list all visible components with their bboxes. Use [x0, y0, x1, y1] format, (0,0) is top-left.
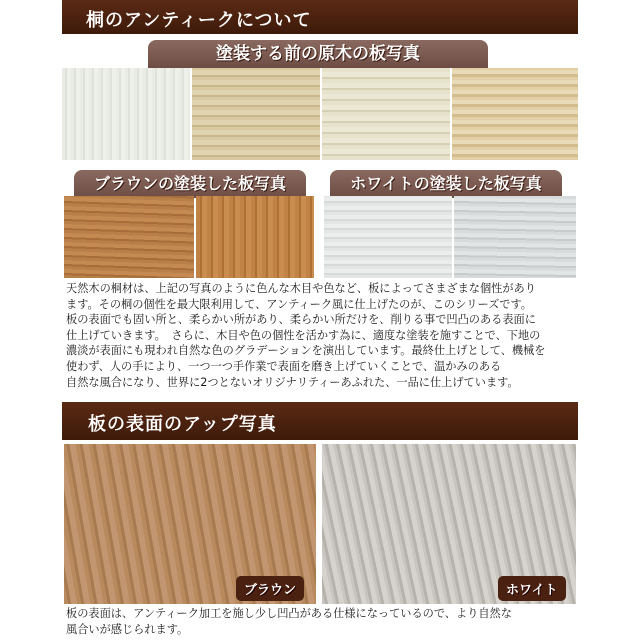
section-title: 板の表面のアップ写真: [88, 414, 277, 435]
brown-board-photo-1: [64, 196, 194, 278]
description-line: 濃淡が表面にも現われ自然な色のグラデーションを演出しています。最終仕上げとして、機械を: [66, 344, 546, 358]
raw-wood-photo-3: [322, 68, 450, 160]
footer-text: [66, 606, 578, 638]
brown-board-photo-2: [196, 196, 314, 278]
white-board-photo-2: [454, 196, 576, 278]
description-text: [66, 281, 578, 390]
white-tag: ホワイト: [498, 576, 566, 601]
section-header-antique: [62, 0, 578, 34]
raw-wood-label: 塗装する前の原木の板写真: [148, 40, 488, 68]
description-line: 板の表面でも固い所と、柔らかい所があり、柔らかい所だけを、削りる事で凹凸のある表面に: [66, 313, 536, 327]
raw-wood-photo-4: [452, 68, 578, 160]
section-header-closeup: [62, 402, 578, 440]
description-line: 自然な風合になり、世界に2つとないオリジナリティーあふれた、一品に仕上げています。: [66, 375, 519, 389]
footer-line: 風合いが感じられます。: [66, 623, 189, 636]
white-board-photo-1: [324, 196, 452, 278]
description-line: 仕上げていきます。 さらに、木目や色の個性を活かす為に、適度な塗装を施すことで、下地の: [66, 328, 541, 342]
section-title: 桐のアンティークについて: [86, 10, 312, 31]
description-line: 天然木の桐材は、上記の写真のように色んな木目や色など、板によってさまざまな個性があり: [66, 282, 536, 295]
raw-wood-photo-2: [192, 68, 320, 160]
footer-line: 板の表面は、アンティーク加工を施し少し凹凸がある仕様になっているので、より自然な: [66, 607, 512, 620]
white-board-label: ホワイトの塗装した板写真: [330, 170, 562, 198]
brown-tag: ブラウン: [236, 576, 304, 601]
raw-wood-photo-1: [62, 68, 190, 160]
brown-board-label: ブラウンの塗装した板写真: [74, 170, 306, 198]
description-line: ます。その桐の個性を最大限利用して、アンティーク風に仕上げたのが、このシリーズです。: [66, 297, 532, 311]
description-line: 使わず、人の手により、一つ一つ手作業で表面を磨き上げていくことで、温かみのある: [66, 359, 502, 373]
